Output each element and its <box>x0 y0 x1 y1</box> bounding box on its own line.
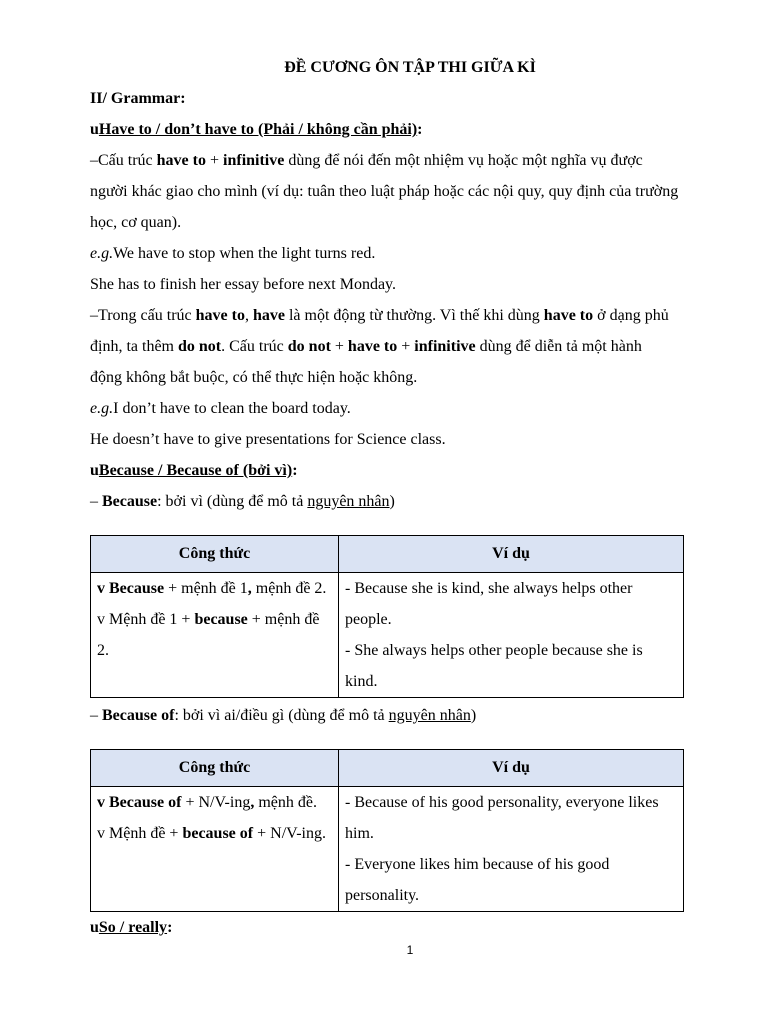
text-run: ở dạng phủ <box>593 307 669 324</box>
term-because-of: Because of <box>102 707 175 724</box>
text-run: v Mệnh đề + <box>97 825 183 842</box>
heading-colon: : <box>292 462 298 479</box>
text-run: dùng để diễn tả một hành <box>475 338 642 355</box>
table-header-row <box>91 536 684 573</box>
text-run: định, ta thêm <box>90 338 178 355</box>
heading-colon: : <box>167 919 173 936</box>
term-because-of: because of <box>182 825 254 842</box>
so-really-heading-text: So / really <box>98 919 168 936</box>
example-sentence-2: - Everyone likes him because of his good personality. <box>345 856 610 904</box>
example-1 <box>90 238 740 269</box>
example-sentence-2: - She always helps other people because she is kind. <box>345 642 643 690</box>
page-number: 1 <box>406 943 414 957</box>
text-run: , <box>250 794 255 811</box>
table-header-example: Ví dụ <box>339 750 684 787</box>
because-table <box>90 535 684 698</box>
because-heading <box>90 455 740 486</box>
have-to-paragraph-1-line-2: người khác giao cho mình (ví dụ: tuân theo luật pháp hoặc các nội quy, quy định của trường <box>90 183 679 200</box>
term-have: have <box>252 307 285 324</box>
bullet-marker: u <box>90 121 99 138</box>
have-to-paragraph-2-line-3: động không bắt buộc, có thể thực hiện hoặc không. <box>90 369 418 386</box>
because-definition <box>90 486 740 517</box>
formula-cell <box>91 573 339 698</box>
term-because: v Because <box>97 580 165 597</box>
term-have-to: have to <box>543 307 594 324</box>
section-heading-text: II/ Grammar: <box>90 90 186 107</box>
table-header-formula: Công thức <box>91 536 339 573</box>
term-have-to: have to <box>347 338 398 355</box>
table-row <box>91 787 684 912</box>
text-run: ) <box>470 707 477 724</box>
because-heading-text: Because / Because of (bởi vì) <box>98 462 293 479</box>
text-run: . Cấu trúc <box>221 338 288 355</box>
bullet-marker: u <box>90 462 99 479</box>
text-run: + <box>205 152 224 169</box>
example-text: We have to stop when the light turns red. <box>113 245 376 262</box>
example-cell <box>339 787 684 912</box>
text-run: + N/V-ing <box>181 794 251 811</box>
section-heading <box>90 83 740 114</box>
example-4: He doesn’t have to give presentations for Science class. <box>90 431 446 448</box>
term-do-not: do not <box>177 338 222 355</box>
because-of-table <box>90 749 684 912</box>
text-run: + mệnh đề 2. <box>97 611 320 659</box>
table-header-example: Ví dụ <box>339 536 684 573</box>
term-infinitive: infinitive <box>223 152 285 169</box>
text-run: mệnh đề 2. <box>251 580 327 597</box>
example-2: She has to finish her essay before next Monday. <box>90 276 396 293</box>
example-label: e.g. <box>90 400 114 417</box>
term-do-not: do not <box>287 338 331 355</box>
term-because: Because <box>102 493 158 510</box>
have-to-heading <box>90 114 740 145</box>
underlined-term: nguyên nhân <box>388 707 471 724</box>
document-title: ĐỀ CƯƠNG ÔN TẬP THI GIỮA KÌ <box>284 59 536 76</box>
have-to-paragraph-1-line-1 <box>90 145 740 176</box>
have-to-paragraph-1-line-3: học, cơ quan). <box>90 214 182 231</box>
have-to-paragraph-2-line-2 <box>90 331 740 362</box>
example-text: I don’t have to clean the board today. <box>113 400 351 417</box>
text-run: : bởi vì ai/điều gì (dùng để mô tả <box>174 707 389 724</box>
text-run: là một động từ thường. Vì thế khi dùng <box>284 307 544 324</box>
underlined-term: nguyên nhân <box>307 493 390 510</box>
table-header-row <box>91 750 684 787</box>
example-label: e.g. <box>90 245 114 262</box>
table-row <box>91 573 684 698</box>
text-run: + <box>330 338 348 355</box>
text-run: ) <box>389 493 395 510</box>
text-run: dùng để nói đến một nhiệm vụ hoặc một nghĩa vụ được <box>284 152 643 169</box>
bullet-marker: u <box>90 919 99 936</box>
text-run: –Cấu trúc <box>90 152 157 169</box>
have-to-heading-text: Have to / don’t have to (Phải / không cần phải) <box>98 121 418 138</box>
term-because-of: v Because of <box>97 794 182 811</box>
text-run: : bởi vì (dùng để mô tả <box>157 493 308 510</box>
term-infinitive: infinitive <box>414 338 476 355</box>
text-run: – <box>90 493 102 510</box>
example-sentence-1: - Because of his good personality, everyone likes him. <box>345 794 659 842</box>
text-run: – <box>90 707 102 724</box>
term-have-to: have to <box>195 307 245 324</box>
table-header-formula: Công thức <box>91 750 339 787</box>
so-really-heading <box>90 912 740 943</box>
text-run: mệnh đề. <box>254 794 317 811</box>
heading-colon: : <box>417 121 423 138</box>
text-run: , <box>244 307 253 324</box>
have-to-paragraph-2-line-1 <box>90 300 740 331</box>
example-sentence-1: - Because she is kind, she always helps other people. <box>345 580 633 628</box>
example-3 <box>90 393 740 424</box>
text-run: v Mệnh đề 1 + <box>97 611 195 628</box>
text-run: + mệnh đề 1 <box>164 580 248 597</box>
formula-1 <box>97 787 332 818</box>
text-run: + N/V-ing. <box>253 825 326 842</box>
text-run: –Trong cấu trúc <box>90 307 196 324</box>
text-run: , <box>247 580 252 597</box>
formula-1 <box>97 573 332 604</box>
formula-cell <box>91 787 339 912</box>
document-page <box>90 52 740 943</box>
example-cell <box>339 573 684 698</box>
formula-2 <box>97 604 332 666</box>
term-have-to: have to <box>156 152 206 169</box>
because-of-definition <box>90 700 740 731</box>
term-because: because <box>194 611 248 628</box>
text-run: + <box>397 338 415 355</box>
formula-2 <box>97 818 332 849</box>
